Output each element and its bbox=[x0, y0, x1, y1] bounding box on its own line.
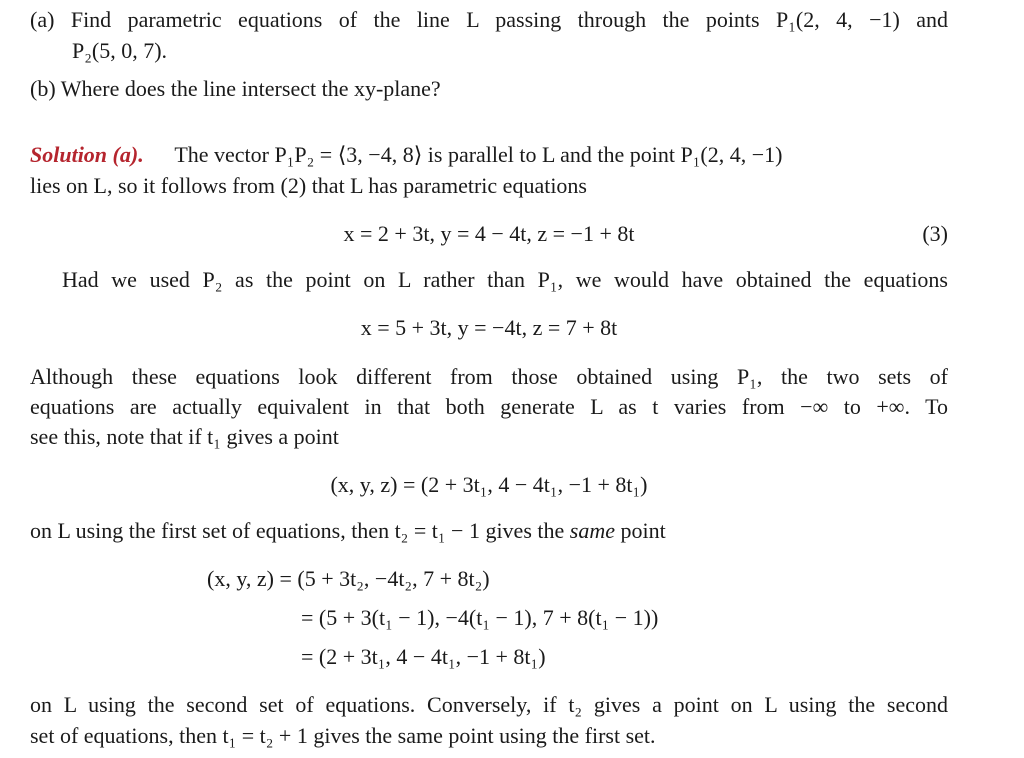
problem-part-b: (b) Where does the line intersect the xy-plane? bbox=[30, 76, 441, 101]
equation-5: (x, y, z) = (2 + 3t₁, 4 − 4t₁, −1 + 8t₁) bbox=[330, 472, 648, 497]
paragraph-3-line3: see this, note that if t₁ gives a point bbox=[30, 424, 339, 449]
equation-6-line3: = (2 + 3t₁, 4 − 4t₁, −1 + 8t₁) bbox=[301, 644, 546, 669]
solution-line2: lies on L, so it follows from (2) that L has parametric equations bbox=[30, 173, 587, 198]
equation-6-line2: = (5 + 3(t₁ − 1), −4(t₁ − 1), 7 + 8(t₁ − 1)) bbox=[301, 605, 659, 630]
solution-line1-text: The vector P₁P₂ = ⟨3, −4, 8⟩ is parallel to L and the point P₁(2, 4, −1) bbox=[174, 142, 783, 167]
solution-line1 bbox=[30, 140, 948, 170]
problem-part-a-line2: P₂(5, 0, 7). bbox=[72, 38, 168, 63]
solution-heading: Solution (a). bbox=[30, 142, 144, 167]
paragraph-3-line2: equations are actually equivalent in that both generate L as t varies from −∞ to +∞. To bbox=[30, 394, 948, 419]
paragraph-4-text-post: point bbox=[614, 518, 666, 543]
equation-3: x = 2 + 3t, y = 4 − 4t, z = −1 + 8t bbox=[343, 221, 635, 246]
paragraph-3-line1: Although these equations look different from those obtained using P₁, the two sets of bbox=[30, 364, 948, 389]
paragraph-5-line1: on L using the second set of equations. Conversely, if t₂ gives a point on L using the second bbox=[30, 692, 948, 717]
paragraph-4 bbox=[30, 516, 948, 546]
paragraph-2: Had we used P₂ as the point on L rather than P₁, we would have obtained the equations bbox=[62, 267, 948, 292]
equation-6-line1: (x, y, z) = (5 + 3t₂, −4t₂, 7 + 8t₂) bbox=[207, 566, 490, 591]
paragraph-4-emphasis: same bbox=[569, 518, 615, 543]
paragraph-5-line2: set of equations, then t₁ = t₂ + 1 gives the same point using the first set. bbox=[30, 723, 656, 748]
equation-3-number: (3) bbox=[922, 221, 948, 246]
equation-4: x = 5 + 3t, y = −4t, z = 7 + 8t bbox=[360, 315, 618, 340]
problem-part-a-line1: (a) Find parametric equations of the line L passing through the points P₁(2, 4, −1) and bbox=[30, 7, 948, 32]
paragraph-4-text-pre: on L using the first set of equations, then t₂ = t₁ − 1 gives the bbox=[30, 518, 570, 543]
